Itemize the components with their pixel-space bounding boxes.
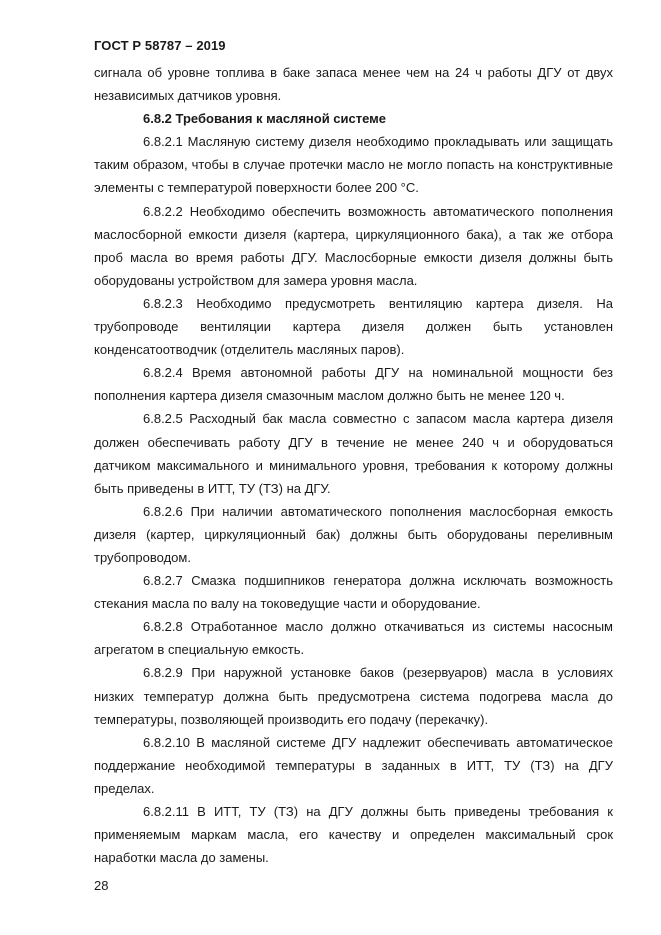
continuation-paragraph: сигнала об уровне топлива в баке запаса менее чем на 24 ч работы ДГУ от двух независимых датчиков уровня.: [94, 65, 613, 104]
clause-6-8-2-8: 6.8.2.8 Отработанное масло должно откачиваться из системы насосным агрегатом в специальную емкость.: [94, 619, 613, 658]
clause-6-8-2-2: 6.8.2.2 Необходимо обеспечить возможность автоматического пополнения маслосборной емкости дизеля (картера, циркуляционного бака), а так же отбора проб масла во время работы ДГУ. Маслосборные емкости дизеля должны быть оборудованы устройством для замера уровня масла.: [94, 203, 613, 288]
document-body: [94, 61, 613, 869]
page-header-standard-id: ГОСТ Р 58787 – 2019: [94, 38, 226, 53]
clause-6-8-2-5: 6.8.2.5 Расходный бак масла совместно с запасом масла картера дизеля должен обеспечивать работу ДГУ в течение не менее 240 ч и оборудоваться датчиком максимального и минимального уровня, требования к которому должны быть приведены в ИТТ, ТУ (ТЗ) на ДГУ.: [94, 411, 613, 496]
section-heading: 6.8.2 Требования к масляной системе: [143, 111, 387, 127]
clause-6-8-2-6: 6.8.2.6 При наличии автоматического пополнения маслосборная емкость дизеля (картер, циркуляционный бак) должны быть оборудованы переливным трубопроводом.: [94, 503, 613, 565]
clause-6-8-2-4: 6.8.2.4 Время автономной работы ДГУ на номинальной мощности без пополнения картера дизеля смазочным маслом должно быть не менее 120 ч.: [94, 365, 613, 404]
clause-6-8-2-3: 6.8.2.3 Необходимо предусмотреть вентиляцию картера дизеля. На трубопроводе вентиляции картера дизеля должен быть установлен конденсатоотводчик (отделитель масляных паров).: [94, 295, 613, 358]
page-number: 28: [94, 878, 109, 893]
clause-6-8-2-11: 6.8.2.11 В ИТТ, ТУ (ТЗ) на ДГУ должны быть приведены требования к применяемым маркам масла, его качеству и определен максимальный срок наработки масла до замены.: [94, 804, 613, 866]
clause-6-8-2-9: 6.8.2.9 При наружной установке баков (резервуаров) масла в условиях низких температур должна быть предусмотрена система подогрева масла до температуры, позволяющей производить его подачу (перекачку).: [94, 665, 613, 727]
clause-6-8-2-10: 6.8.2.10 В масляной системе ДГУ надлежит обеспечивать автоматическое поддержание необходимой температуры в заданных в ИТТ, ТУ (ТЗ) на ДГУ пределах.: [94, 734, 613, 796]
clause-6-8-2-7: 6.8.2.7 Смазка подшипников генератора должна исключать возможность стекания масла по валу на токоведущие части и оборудование.: [94, 573, 613, 612]
clause-6-8-2-1: 6.8.2.1 Масляную систему дизеля необходимо прокладывать или защищать таким образом, чтобы в случае протечки масло не могло попасть на конструктивные элементы с температурой поверхности более 200 °С.: [94, 134, 613, 196]
